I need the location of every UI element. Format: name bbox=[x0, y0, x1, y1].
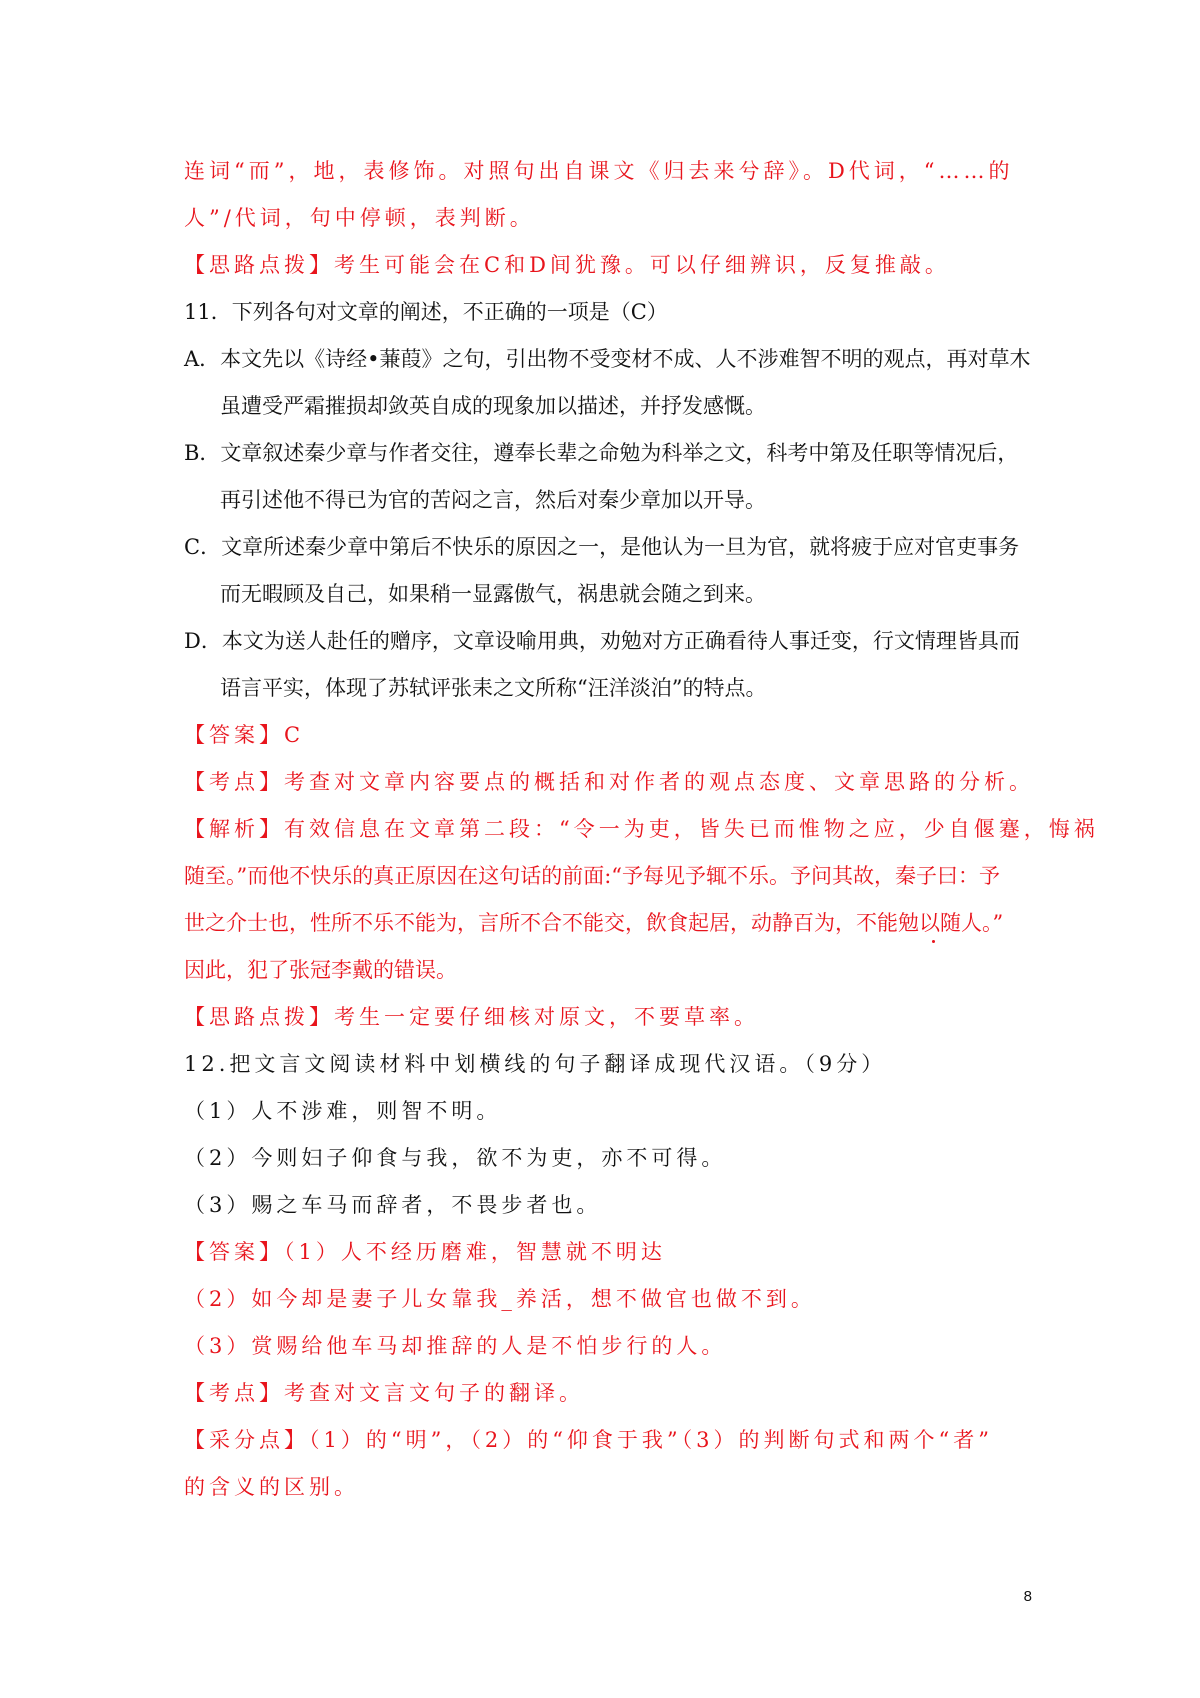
text-line: 而无暇顾及自己，如果稍一显露傲气，祸患就会随之到来。 bbox=[220, 582, 766, 606]
text-line: 12.把文言文阅读材料中划横线的句子翻译成现代汉语。（9分） bbox=[184, 1052, 887, 1076]
text-line: 语言平实，体现了苏轼评张耒之文所称“汪洋淡泊”的特点。 bbox=[220, 676, 767, 700]
text-line: 【解析】有效信息在文章第二段：“令一为吏，皆失已而惟物之应，少自偃蹇，悔祸 bbox=[184, 817, 1099, 841]
text-line: A．本文先以《诗经•蒹葭》之句，引出物不受变材不成、人不涉难智不明的观点，再对草木 bbox=[184, 347, 1031, 371]
text-line: 【采分点】（1）的“明”，（2）的“仰食于我”（3）的判断句式和两个“者” bbox=[184, 1428, 993, 1452]
page-content bbox=[184, 148, 1099, 1511]
text-line: C．文章所述秦少章中第后不快乐的原因之一，是他认为一旦为官，就将疲于应对官吏事务 bbox=[184, 535, 1020, 559]
text-line: 【答案】C bbox=[184, 723, 305, 747]
text-line: 【考点】考查对文章内容要点的概括和对作者的观点态度、文章思路的分析。 bbox=[184, 770, 1034, 794]
emphasis-dot bbox=[932, 940, 935, 943]
text-line: 人”/代词，句中停顿，表判断。 bbox=[184, 206, 535, 230]
page-number: 8 bbox=[1023, 1588, 1032, 1605]
text-line: 虽遭受严霜摧损却敛英自成的现象加以描述，并抒发感慨。 bbox=[220, 394, 766, 418]
text-line: （3）赏赐给他车马却推辞的人是不怕步行的人。 bbox=[184, 1334, 727, 1358]
text-line: 11．下列各句对文章的阐述，不正确的一项是（C） bbox=[184, 300, 668, 324]
text-line: （1）人不涉难，则智不明。 bbox=[184, 1099, 502, 1123]
text-line: 世之介士也，性所不乐不能为，言所不合不能交，飲食起居，动静百为，不能勉以随人。” bbox=[184, 911, 1004, 935]
text-line: （2）今则妇子仰食与我，欲不为吏，亦不可得。 bbox=[184, 1146, 727, 1170]
text-line: B．文章叙述秦少章与作者交往，遵奉长辈之命勉为科举之文，科考中第及任职等情况后， bbox=[184, 441, 1019, 465]
text-line: 连词“而”，地，表修饰。对照句出自课文《归去来兮辞》。D代词，“……的 bbox=[184, 159, 1014, 183]
text-line: 的含义的区别。 bbox=[184, 1475, 359, 1499]
text-line: 再引述他不得已为官的苦闷之言，然后对秦少章加以开导。 bbox=[220, 488, 766, 512]
text-line: 【思路点拨】考生可能会在C和D间犹豫。可以仔细辨识，反复推敲。 bbox=[184, 253, 950, 277]
text-line: 【考点】考查对文言文句子的翻译。 bbox=[184, 1381, 584, 1405]
text-line: （3）赐之车马而辞者，不畏步者也。 bbox=[184, 1193, 602, 1217]
text-line: 【思路点拨】考生一定要仔细核对原文，不要草率。 bbox=[184, 1005, 759, 1029]
text-line: 随至。”而他不快乐的真正原因在这句话的前面:“予每见予辄不乐。予问其故，秦子曰：予 bbox=[184, 864, 1001, 888]
text-line: D．本文为送人赴任的赠序，文章设喻用典，劝勉对方正确看待人事迁变，行文情理皆具而 bbox=[184, 629, 1020, 653]
text-line: 【答案】（1）人不经历磨难，智慧就不明达 bbox=[184, 1240, 666, 1264]
text-line: （2）如今却是妻子儿女靠我_养活，想不做官也做不到。 bbox=[184, 1287, 816, 1311]
text-line: 因此，犯了张冠李戴的错误。 bbox=[184, 958, 457, 982]
